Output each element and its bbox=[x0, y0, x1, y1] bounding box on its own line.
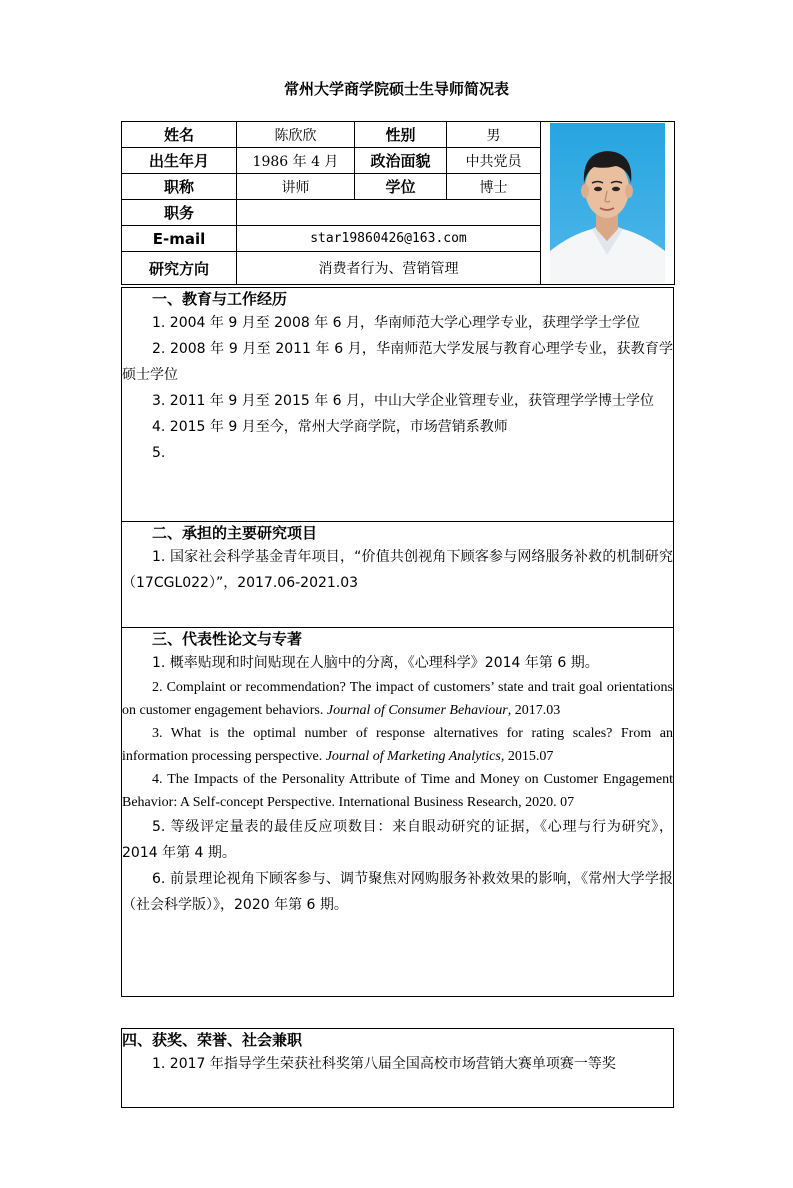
awards-heading: 四、获奖、荣誉、社会兼职 bbox=[122, 1031, 303, 1049]
list-item bbox=[122, 676, 673, 722]
paper-title: 2. Complaint or recommendation? The impact of customers’ state and trait goal orientations on customer engagement behaviors. bbox=[122, 680, 673, 718]
position-label: 职务 bbox=[122, 200, 237, 226]
projects-heading: 二、承担的主要研究项目 bbox=[152, 524, 318, 542]
journal-name: Journal of Marketing Analytics, bbox=[325, 749, 505, 764]
list-item: 4. 2015 年 9 月至今，常州大学商学院，市场营销系教师 bbox=[152, 419, 508, 435]
degree-label: 学位 bbox=[355, 174, 447, 200]
research-value: 消费者行为、营销管理 bbox=[237, 252, 541, 285]
title-value: 讲师 bbox=[237, 174, 355, 200]
gender-label: 性别 bbox=[355, 122, 447, 148]
position-value bbox=[237, 200, 541, 226]
list-item: 3. 2011 年 9 月至 2015 年 6 月，中山大学企业管理专业，获管理学学博士学位 bbox=[152, 393, 655, 409]
list-item: 1. 2017 年指导学生荣获社科奖第八届全国高校市场营销大赛单项赛一等奖 bbox=[152, 1056, 616, 1072]
projects-section bbox=[121, 521, 674, 628]
paper-date: 2015.07 bbox=[504, 749, 554, 764]
basic-info-table bbox=[121, 121, 675, 285]
list-item: 2. 2008 年 9 月至 2011 年 6 月，华南师范大学发展与教育心理学专业，获教育学硕士学位 bbox=[122, 341, 673, 383]
list-item: 1. 概率贴现和时间贴现在人脑中的分离，《心理科学》2014 年第 6 期。 bbox=[152, 655, 599, 671]
gender-value: 男 bbox=[447, 122, 541, 148]
page-title: 常州大学商学院硕士生导师简况表 bbox=[283, 80, 509, 98]
birth-value: 1986 年 4 月 bbox=[237, 148, 355, 174]
paper-date: , 2017.03 bbox=[507, 703, 561, 718]
papers-section bbox=[121, 627, 674, 997]
degree-value: 博士 bbox=[447, 174, 541, 200]
list-item: 5. bbox=[152, 445, 166, 461]
name-value: 陈欣欣 bbox=[237, 122, 355, 148]
title-label: 职称 bbox=[122, 174, 237, 200]
political-label: 政治面貌 bbox=[355, 148, 447, 174]
photo-cell bbox=[541, 122, 675, 285]
birth-label: 出生年月 bbox=[122, 148, 237, 174]
list-item bbox=[122, 722, 673, 768]
portrait-photo bbox=[550, 123, 665, 283]
list-item: 6. 前景理论视角下顾客参与、调节聚焦对网购服务补救效果的影响，《常州大学学报（社会科学版）》，2020 年第 6 期。 bbox=[122, 871, 673, 913]
paper-title: 3. What is the optimal number of response alternatives for rating scales? From an information processing perspective. bbox=[122, 726, 673, 764]
list-item: 1. 国家社会科学基金青年项目，“价值共创视角下顾客参与网络服务补救的机制研究（17CGL022）”，2017.06-2021.03 bbox=[122, 549, 673, 591]
paper-title: 4. The Impacts of the Personality Attribute of Time and Money on Customer Engagement Behavior: A Self-concept Perspective. International Business Research, 2020. 07 bbox=[122, 772, 673, 810]
political-value: 中共党员 bbox=[447, 148, 541, 174]
education-heading: 一、教育与工作经历 bbox=[152, 290, 288, 308]
list-item: 5. 等级评定量表的最佳反应项数目：来自眼动研究的证据，《心理与行为研究》，2014 年第 4 期。 bbox=[122, 819, 673, 861]
email-label: E-mail bbox=[122, 226, 237, 252]
name-label: 姓名 bbox=[122, 122, 237, 148]
journal-name: Journal of Consumer Behaviour bbox=[326, 703, 508, 718]
email-value: star19860426@163.com bbox=[237, 226, 541, 252]
papers-heading: 三、代表性论文与专著 bbox=[152, 630, 303, 648]
list-item bbox=[122, 768, 673, 814]
research-label: 研究方向 bbox=[122, 252, 237, 285]
education-section bbox=[121, 287, 674, 522]
awards-section bbox=[121, 1028, 674, 1108]
list-item: 1. 2004 年 9 月至 2008 年 6 月，华南师范大学心理学专业，获理学学士学位 bbox=[152, 315, 641, 331]
